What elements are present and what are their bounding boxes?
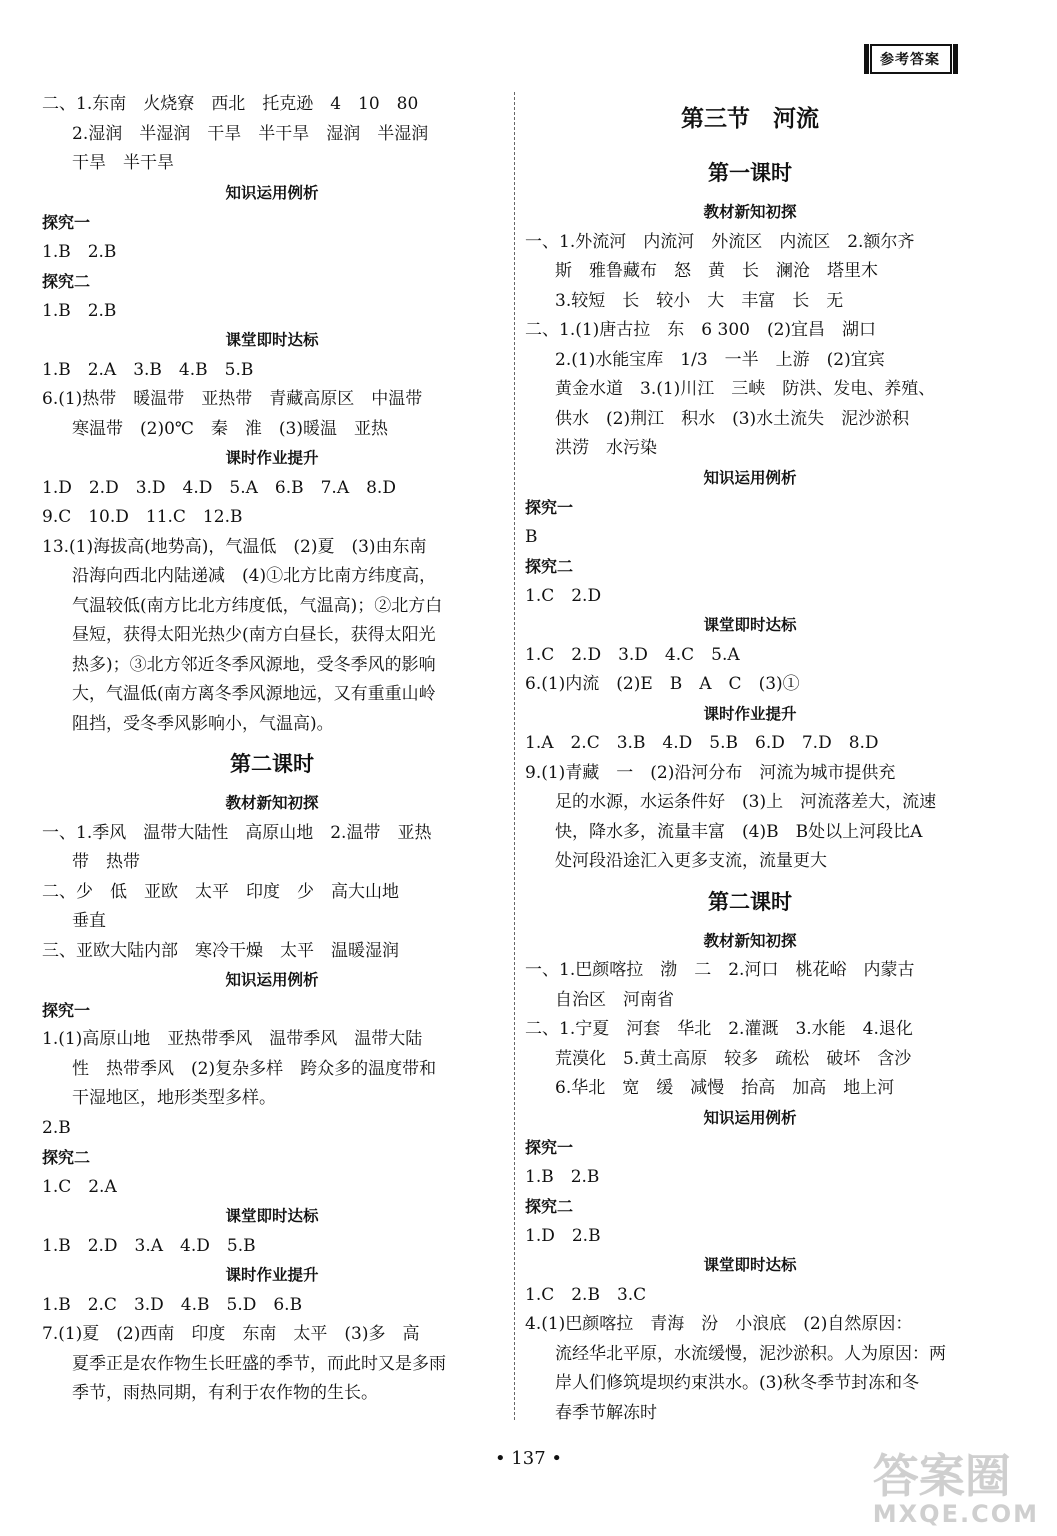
answer-key-badge: 参考答案 — [870, 44, 952, 74]
left-column — [42, 90, 502, 1409]
answer-line-continued: 岸人们修筑堤坝约束洪水。(3)秋冬季节封冻和冬 — [555, 1373, 920, 1393]
section-heading: 教材新知初探 — [225, 794, 319, 812]
section-heading: 知识运用例析 — [225, 183, 319, 202]
answer-line-continued: 昼短，获得太阳光热少(南方白昼长，获得太阳光 — [72, 625, 436, 645]
watermark-url: MXQE.COM — [872, 1500, 1039, 1528]
answer-line: 二、1.宁夏 河套 华北 2.灌溉 3.水能 4.退化 — [525, 1019, 913, 1039]
answer-line-continued: 荒漠化 5.黄土高原 较多 疏松 破坏 含沙 — [555, 1048, 912, 1069]
answer-line-continued: 带 热带 — [72, 852, 140, 872]
answer-line-continued: 3.较短 长 较小 大 丰富 长 无 — [555, 290, 844, 311]
answer-line: 1.D 2.B — [525, 1225, 601, 1246]
section-heading: 课堂即时达标 — [225, 1207, 319, 1225]
chapter-title: 第三节 河流 — [681, 105, 819, 132]
answer-line: 13.(1)海拔高(地势高)，气温低 (2)夏 (3)由东南 — [42, 536, 427, 557]
answer-line: 9.C 10.D 11.C 12.B — [42, 507, 243, 527]
answer-line-continued: 2.(1)水能宝库 1/3 一半 上游 (2)宜宾 — [555, 349, 885, 370]
answer-line: 1.B 2.A 3.B 4.B 5.B — [42, 359, 254, 380]
answer-line-continued: 洪涝 水污染 — [555, 438, 657, 458]
answer-line-continued: 2.湿润 半湿润 干旱 半干旱 湿润 半湿润 — [72, 123, 429, 144]
answer-line-continued: 干旱 半干旱 — [72, 153, 174, 173]
answer-line-continued: 黄金水道 3.(1)川江 三峡 防洪、发电、养殖、 — [555, 379, 936, 399]
answer-line: 一、1.外流河 内流河 外流区 内流区 2.额尔齐 — [525, 231, 915, 252]
answer-line: 1.B 2.B — [42, 241, 117, 262]
answer-line: 1.C 2.B 3.C — [525, 1284, 647, 1305]
inquiry-label: 探究二 — [42, 1148, 91, 1167]
answer-line: 一、1.巴颜喀拉 渤 二 2.河口 桃花峪 内蒙古 — [525, 960, 915, 980]
answer-line-continued: 流经华北平原，水流缓慢，泥沙淤积。人为原因：两 — [555, 1343, 946, 1364]
answer-line-continued: 阻挡，受冬季风影响小，气温高)。 — [72, 713, 334, 734]
answer-line: 4.(1)巴颜喀拉 青海 汾 小浪底 (2)自然原因： — [525, 1314, 913, 1334]
answer-line: B — [525, 526, 538, 547]
answer-line-continued: 寒温带 (2)0℃ 秦 淮 (3)暖温 亚热 — [72, 418, 388, 439]
inquiry-label: 探究二 — [42, 272, 91, 291]
answer-line: 1.B 2.B — [525, 1166, 600, 1187]
answer-line-continued: 处河段沿途汇入更多支流，流量更大 — [555, 851, 827, 871]
answer-line: 1.(1)高原山地 亚热带季风 温带季风 温带大陆 — [42, 1029, 423, 1049]
answer-line: 1.C 2.D 3.D 4.C 5.A — [525, 644, 740, 665]
section-heading: 知识运用例析 — [225, 971, 319, 989]
inquiry-label: 探究二 — [525, 1197, 574, 1216]
lesson-title: 第一课时 — [708, 160, 792, 185]
watermark-logo-text: 答案圈 — [872, 1449, 1011, 1503]
answer-line-continued: 热多)；③北方邻近冬季风源地，受冬季风的影响 — [72, 654, 436, 675]
answer-line: 6.(1)内流 (2)E B A C (3)① — [525, 674, 800, 694]
answer-line: 7.(1)夏 (2)西南 印度 东南 太平 (3)多 高 — [42, 1324, 420, 1344]
section-heading: 课堂即时达标 — [703, 1256, 797, 1274]
answer-line-continued: 季节，雨热同期，有利于农作物的生长。 — [72, 1383, 378, 1403]
site-watermark — [872, 1449, 1039, 1528]
inquiry-label: 探究二 — [525, 557, 574, 576]
answer-line-continued: 自治区 河南省 — [555, 989, 674, 1010]
section-heading: 课时作业提升 — [225, 449, 319, 467]
section-heading: 知识运用例析 — [703, 468, 797, 487]
answer-line: 二、少 低 亚欧 太平 印度 少 高大山地 — [42, 881, 399, 902]
lesson-title: 第二课时 — [230, 751, 314, 776]
answer-line: 2.B — [42, 1117, 71, 1138]
answer-line: 二、1.东南 火烧寮 西北 托克逊 4 10 80 — [42, 94, 419, 114]
answer-line: 1.A 2.C 3.B 4.D 5.B 6.D 7.D 8.D — [525, 733, 879, 753]
inquiry-label: 探究一 — [525, 498, 574, 517]
answer-line: 1.B 2.B — [42, 300, 117, 321]
section-heading: 教材新知初探 — [703, 931, 797, 950]
inquiry-label: 探究一 — [42, 213, 91, 232]
answer-line: 三、亚欧大陆内部 寒冷干燥 太平 温暖湿润 — [42, 940, 399, 961]
answer-line-continued: 性 热带季风 (2)复杂多样 跨众多的温度带和 — [72, 1058, 437, 1079]
answer-line: 1.B 2.C 3.D 4.B 5.D 6.B — [42, 1294, 303, 1315]
answer-line: 一、1.季风 温带大陆性 高原山地 2.温带 亚热 — [42, 822, 432, 843]
answer-line: 6.(1)热带 暖温带 亚热带 青藏高原区 中温带 — [42, 389, 423, 409]
answer-line-continued: 春季节解冻时 — [555, 1402, 657, 1423]
answer-line: 1.B 2.D 3.A 4.D 5.B — [42, 1235, 256, 1256]
lesson-title: 第二课时 — [708, 888, 792, 914]
section-heading: 课堂即时达标 — [703, 616, 797, 634]
section-heading: 课堂即时达标 — [225, 331, 319, 349]
section-heading: 知识运用例析 — [703, 1108, 797, 1127]
section-heading: 教材新知初探 — [703, 203, 797, 221]
page-number: • 137 • — [494, 1448, 563, 1469]
answer-line-continued: 沿海向西北内陆递减 (4)①北方比南方纬度高， — [72, 566, 437, 586]
answer-line-continued: 夏季正是农作物生长旺盛的季节，而此时又是多雨 — [72, 1353, 446, 1374]
answer-line-continued: 斯 雅鲁藏布 怒 黄 长 澜沧 塔里木 — [555, 261, 878, 281]
section-heading: 课时作业提升 — [703, 704, 797, 723]
section-heading: 课时作业提升 — [225, 1266, 319, 1284]
answer-line-continued: 垂直 — [72, 911, 106, 931]
answer-line-continued: 气温较低(南方比北方纬度低，气温高)；②北方白 — [72, 595, 443, 616]
column-divider — [514, 92, 515, 1420]
answer-line: 9.(1)青藏 一 (2)沿河分布 河流为城市提供充 — [525, 762, 896, 783]
answer-line: 1.C 2.A — [42, 1176, 117, 1197]
inquiry-label: 探究一 — [42, 1000, 91, 1020]
answer-line-continued: 足的水源，水运条件好 (3)上 河流落差大，流速 — [555, 792, 937, 812]
answer-line: 二、1.(1)唐古拉 东 6 300 (2)宜昌 湖口 — [525, 320, 877, 340]
answer-line-continued: 6.华北 宽 缓 减慢 抬高 加高 地上河 — [555, 1078, 895, 1098]
inquiry-label: 探究一 — [525, 1138, 574, 1157]
answer-line-continued: 快，降水多，流量丰富 (4)B B处以上河段比A — [555, 821, 923, 842]
right-column — [525, 90, 975, 1428]
answer-line-continued: 供水 (2)荆江 积水 (3)水土流失 泥沙淤积 — [555, 408, 910, 429]
answer-line: 1.D 2.D 3.D 4.D 5.A 6.B 7.A 8.D — [42, 477, 396, 498]
answer-line: 1.C 2.D — [525, 585, 602, 606]
answer-line-continued: 干湿地区，地形类型多样。 — [72, 1088, 276, 1108]
answer-line-continued: 大，气温低(南方离冬季风源地远，又有重重山岭 — [72, 684, 436, 704]
